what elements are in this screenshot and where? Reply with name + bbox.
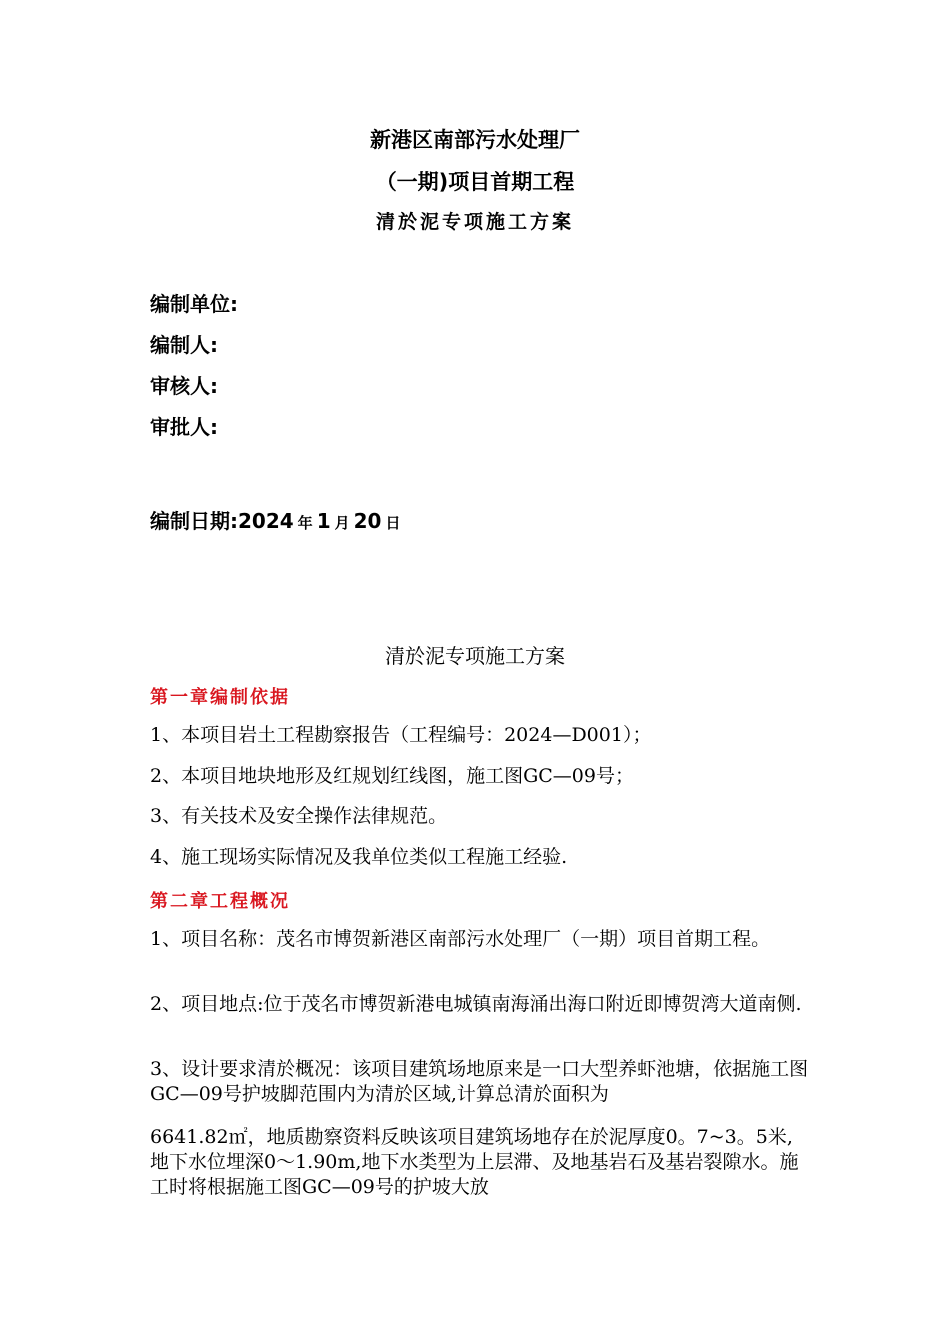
date-year-unit: 年 [297,514,313,532]
compile-date [150,505,404,534]
date-year: 2024 [238,509,294,533]
field-compiling-unit: 编制单位: [150,292,238,316]
date-day: 20 [353,509,382,533]
chapter-1-item-3: 3、有关技术及安全操作法律规范。 [150,805,448,827]
date-month: 1 [316,509,331,533]
chapter-1-item-1: 1、本项目岩土工程勘察报告（工程编号：2024—D001）； [150,724,652,746]
chapter-2-item-3-continued: 6641.82㎡，地质勘察资料反映该项目建筑场地存在於泥厚度0。7~3。5米,地下水位埋深0～1.90m,地下水类型为上层滞、及地基岩石及基岩裂隙水。施工时将根据施工图GC—09号的护坡大放 [150,1126,799,1198]
field-compiler: 编制人: [150,333,218,357]
cover-title-line-3: 清於泥专项施工方案 [375,211,574,233]
document-heading: 清於泥专项施工方案 [385,644,565,668]
cover-title-line-2: （一期)项目首期工程 [375,170,575,194]
chapter-1-item-2: 2、本项目地块地形及红规划红线图，施工图GC—09号； [150,765,634,787]
date-label: 编制日期: [150,509,238,533]
chapter-2-heading: 第二章工程概况 [150,891,290,912]
date-month-unit: 月 [334,514,350,532]
chapter-2-item-1: 1、项目名称：茂名市博贺新港区南部污水处理厂（一期）项目首期工程。 [150,928,771,950]
field-approver: 审批人: [150,415,218,439]
chapter-2-item-2: 2、项目地点:位于茂名市博贺新港电城镇南海涌出海口附近即博贺湾大道南侧. [150,993,802,1015]
chapter-2-item-3: 3、设计要求清於概况：该项目建筑场地原来是一口大型养虾池塘，依据施工图GC—09号护坡脚范围内为清於区域,计算总清於面积为 [150,1058,809,1105]
chapter-1-heading: 第一章编制依据 [150,687,290,708]
cover-title-line-1: 新港区南部污水处理厂 [370,128,580,152]
field-reviewer: 审核人: [150,374,218,398]
chapter-1-item-4: 4、施工现场实际情况及我单位类似工程施工经验. [150,846,568,868]
date-day-unit: 日 [385,514,401,532]
